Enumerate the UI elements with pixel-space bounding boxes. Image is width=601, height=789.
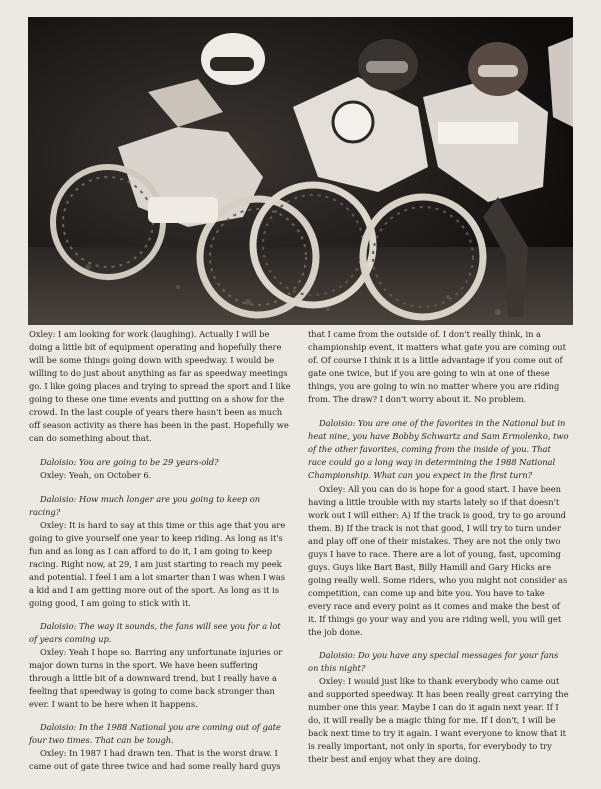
- question-racing: Daloisio: How much longer are you going to keep on racing?: [29, 493, 261, 517]
- question-first-turn: Daloisio: You are one of the favorites in the National but in heat nine, you have Bobby Schwartz and Sam Ermolenko, two of the other favorites, coming from the inside of you. That race could go a long way in determining the 1988 National Championship. What can you expect in the first turn?: [308, 418, 569, 481]
- speedway-riders-photo: [28, 17, 573, 325]
- question-messages: Daloisio: Do you have any special messages for your fans on this night?: [308, 650, 559, 674]
- answer-gate: Oxley: In 1987 I had drawn ten. That is the worst draw. I came out of gate three twice and had some really hard guys: [29, 748, 281, 772]
- qa-block-age: [29, 456, 291, 482]
- qa-block-fans: [29, 620, 291, 711]
- question-fans: Daloisio: The way it sounds, the fans will see you for a lot of years coming up.: [29, 620, 281, 644]
- continuation-paragraph: that I came from the outside of. I don't really think, in a championship event, it matters what gate you are coming out of. Of course I think it is a little advantage if you come out of gate one twice, but if you are going to win at one of these things, you are going to win no matter where you are riding from. The draw? I don't worry about it. No problem.: [308, 329, 566, 405]
- qa-block-gate: [29, 721, 291, 773]
- right-column: [308, 328, 570, 777]
- answer-first-turn: Oxley: All you can do is hope for a good start. I have been having a little trouble with my starts lately so if that doesn't work out I will either: A) If the track is good, try to go around them. B) If the track is not that good, I will try to turn under and play off one of their mistakes. They are not the only two guys I have to race. There are a lot of young, fast, upcoming guys. Guys like Bart Bast, Billy Hamill and Gary Hicks are going really well. Some riders, who you might not consider as competition, can come up and bite you. You have to take every race and every point as it comes and make the best of it. If things go your way and you are riding well, you will get the job done.: [308, 483, 568, 638]
- intro-paragraph: Oxley: I am looking for work (laughing). Actually I will be doing a little bit of equipment operating and hopefully there will be some things going down with speedway. I would be willing to do just about anything as far as speedway meetings go. I like going places and trying to spread the sport and I like going to these one time events and putting on a show for the crowd. In the last couple of years there hasn't been as much off season activity as there has been in the past. Hopefully we can do something about that.: [29, 329, 291, 444]
- qa-block-messages: [308, 649, 570, 766]
- answer-racing: Oxley: It is hard to say at this time or this age that you are going to give yourself one year to keep riding. As long as it's fun and as long as I can afford to do it, I am going to keep racing. Right now, at 29, I am just starting to reach my peek and potential. I feel I am a lot smarter than I was when I was a kid and I am getting more out of the sport. As long as it is going good, I am going to stick with it.: [29, 519, 286, 608]
- qa-block-first-turn: [308, 417, 570, 639]
- left-column: [29, 328, 291, 783]
- answer-fans: Oxley: Yeah I hope so. Barring any unfortunate injuries or major down turns in the sport. We have been suffering through a little bit of a downward trend, but I really have a feeling that speedway is going to come back stronger than ever. I want to be here when it happens.: [29, 647, 283, 710]
- qa-block-racing: [29, 493, 291, 610]
- answer-age: Oxley: Yeah, on October 6.: [40, 470, 152, 481]
- question-age: Daloisio: You are going to be 29 years-old?: [40, 457, 219, 468]
- question-gate: Daloisio: In the 1988 National you are coming out of gate four two times. That can be tough.: [29, 722, 281, 746]
- answer-messages: Oxley: I would just like to thank everybody who came out and supported speedway. It has been really great carrying the number one this year. Maybe I can do it again next year. If I do, it will really be a magic thing for me. If I don't, I will be back next time to try it again. I want everyone to know that it is really important, not only in sports, for everybody to try their best and enjoy what they are doing.: [308, 676, 569, 765]
- photo-illustration: [28, 17, 573, 325]
